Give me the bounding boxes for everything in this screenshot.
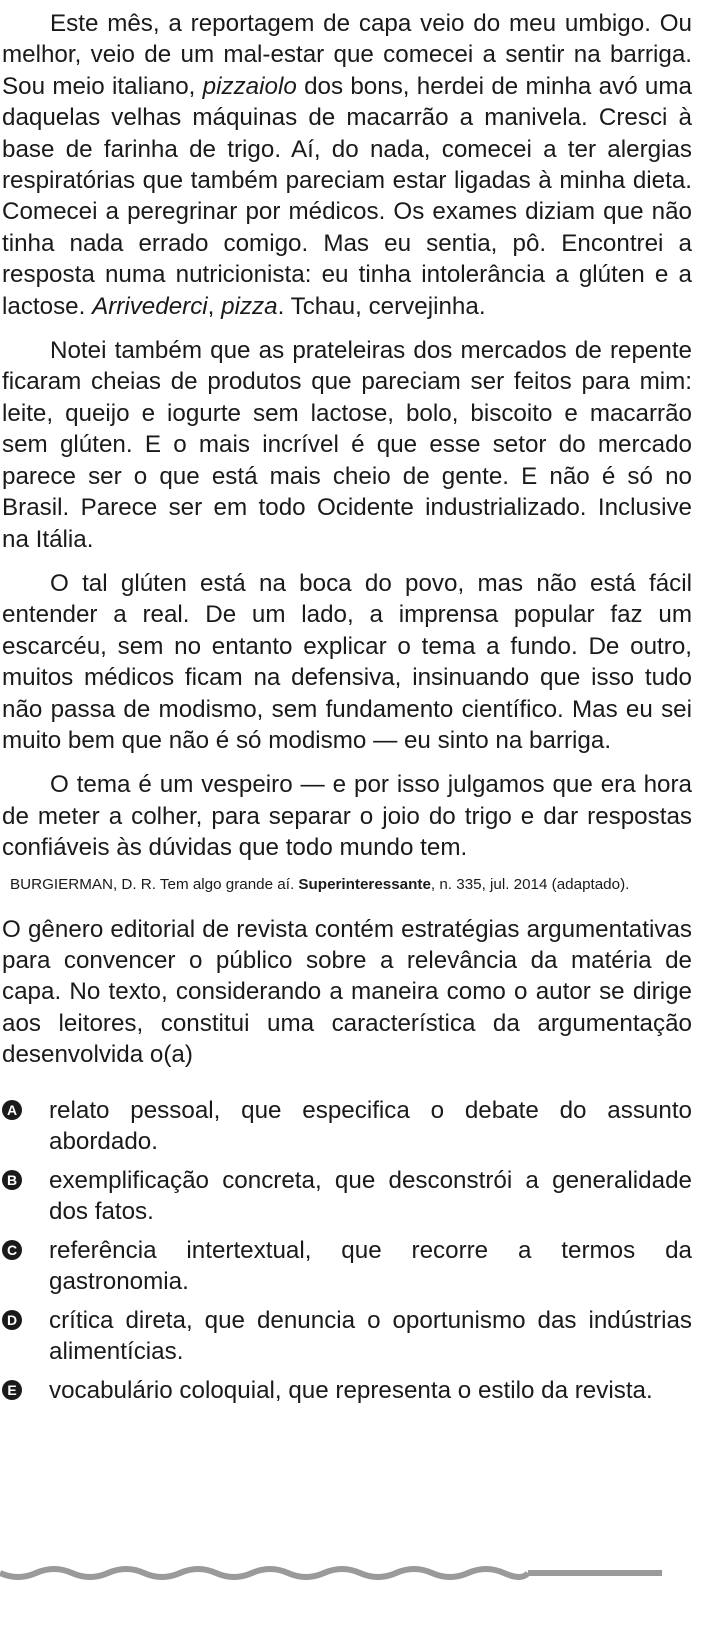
option-text: referência intertextual, que recorre a termos da gastronomia. (49, 1236, 692, 1295)
footer-wave-line (0, 1569, 528, 1577)
option-c[interactable] (2, 1235, 692, 1297)
passage-text: , (207, 292, 222, 320)
option-letter-badge: C (2, 1240, 22, 1260)
option-text: exemplificação concreta, que desconstrói a generalidade dos fatos. (49, 1166, 692, 1225)
passage-text: Este mês, a reportagem de capa veio do meu umbigo. Ou melhor, veio de um mal-estar que comecei a sentir na barriga. Sou meio italiano, (2, 10, 692, 100)
option-d[interactable] (2, 1305, 692, 1367)
passage-paragraph-4: O tema é um vespeiro — e por isso julgamos que era hora de meter a colher, para separar o joio do trigo e dar respostas confiáveis às dúvidas que todo mundo tem. (2, 771, 692, 862)
option-a[interactable] (2, 1095, 692, 1157)
passage-paragraph-1 (2, 8, 692, 322)
exam-page (2, 8, 692, 1414)
source-citation (10, 875, 692, 895)
italic-term: pizzaiolo (202, 72, 297, 100)
passage-text: dos bons, herdei de minha avó uma daquelas velhas máquinas de macarrão a manivela. Cresci à base de farinha de trigo. Aí, do nada, comecei a ter alergias respiratórias que também pareciam estar ligadas à minha dieta. Comecei a peregrinar por médicos. Os exames diziam que não tinha nada errado comigo. Mas eu sentia, pô. Encontrei a resposta numa nutricionista: eu tinha intolerância a glúten e a lactose. (2, 72, 692, 320)
option-text: vocabulário coloquial, que representa o estilo da revista. (49, 1376, 653, 1404)
passage-text: . Tchau, cervejinha. (277, 292, 486, 320)
citation-text: BURGIERMAN, D. R. Tem algo grande aí. (10, 875, 299, 893)
passage-paragraph-2: Notei também que as prateleiras dos mercados de repente ficaram cheias de produtos que pareciam ser feitos para mim: leite, queijo e iogurte sem lactose, bolo, biscoito e macarrão sem glúten. E o mais incrível é que esse setor do mercado parece ser o que está mais cheio de gente. E não é só no Brasil. Parece ser em todo Ocidente industrializado. Inclusive na Itália. (2, 337, 692, 553)
option-e[interactable] (2, 1375, 692, 1406)
option-text: crítica direta, que denuncia o oportunismo das indústrias alimentícias. (49, 1306, 692, 1365)
option-letter-badge: A (2, 1100, 22, 1120)
answer-options (2, 1095, 692, 1406)
question-stem: O gênero editorial de revista contém estratégias argumentativas para convencer o público sobre a relevância da matéria de capa. No texto, considerando a maneira como o autor se dirige aos leitores, constitui uma característica da argumentação desenvolvida o(a) (2, 915, 692, 1069)
option-text: relato pessoal, que especifica o debate do assunto abordado. (49, 1096, 692, 1155)
citation-text: , n. 335, jul. 2014 (adaptado). (430, 875, 630, 893)
passage-paragraph-3: O tal glúten está na boca do povo, mas não está fácil entender a real. De um lado, a imprensa popular faz um escarcéu, sem no entanto explicar o tema a fundo. De outro, muitos médicos ficam na defensiva, insinuando que isso tudo não passa de modismo, sem fundamento científico. Mas eu sei muito bem que não é só modismo — eu sinto na barriga. (2, 569, 692, 754)
footer-wave-divider (0, 1565, 701, 1585)
option-letter-badge: D (2, 1310, 22, 1330)
italic-term: Arrivederci (92, 292, 208, 320)
option-letter-badge: E (2, 1380, 22, 1400)
citation-magazine: Superinteressante (298, 875, 431, 893)
option-b[interactable] (2, 1165, 692, 1227)
option-letter-badge: B (2, 1170, 22, 1190)
italic-term: pizza (221, 292, 278, 320)
